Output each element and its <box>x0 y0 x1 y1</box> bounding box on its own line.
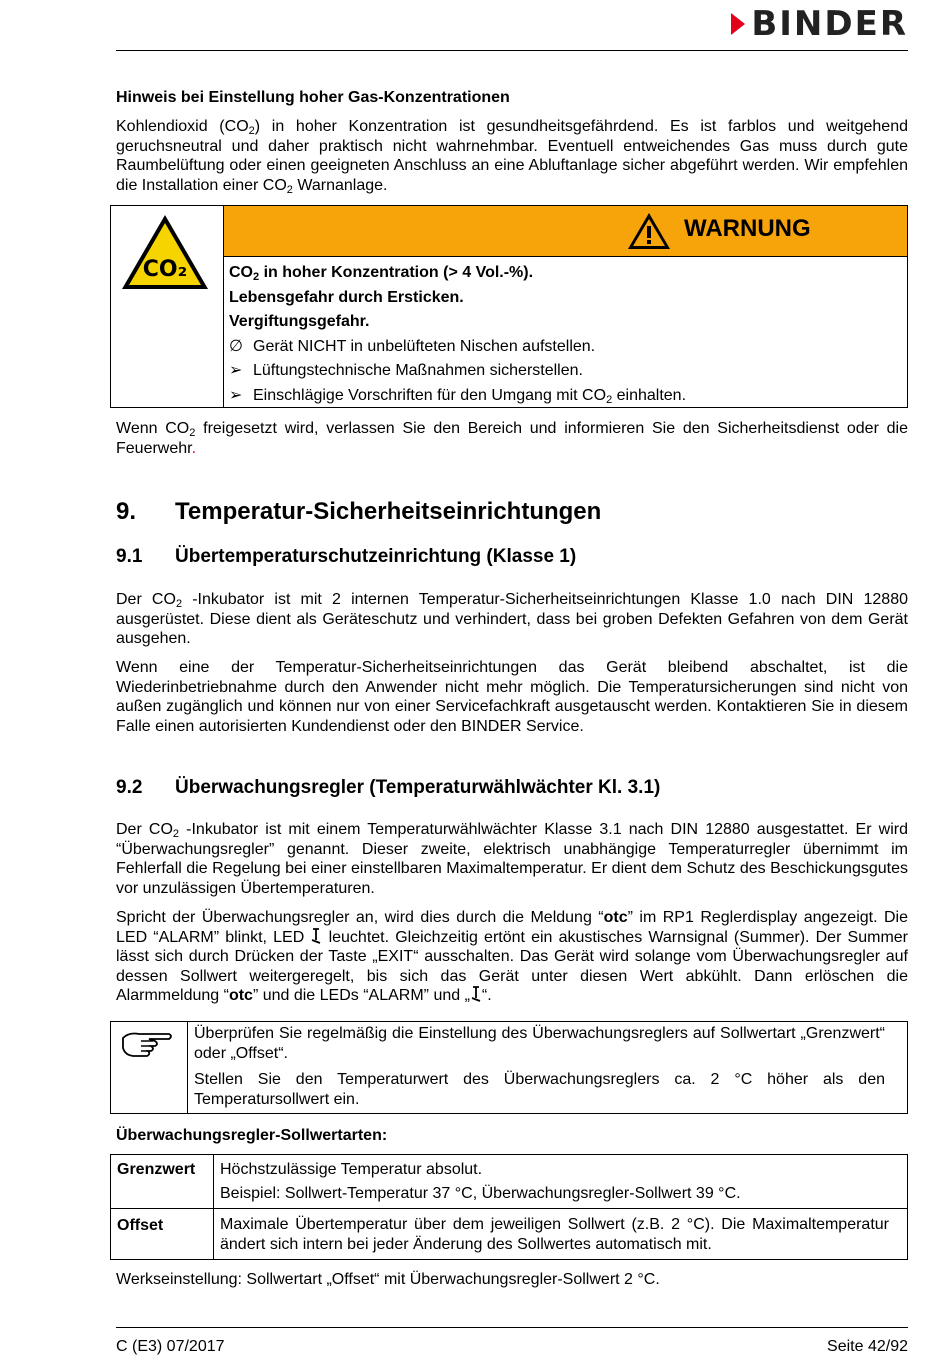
section-9-heading: 9. Temperatur-Sicherheitseinrichtungen <box>116 498 602 525</box>
factory-setting: Werkseinstellung: Sollwertart „Offset“ mit Überwachungsregler-Sollwert 2 °C. <box>116 1271 660 1288</box>
after-warning-paragraph: Wenn $CO_2$ freigesetzt wird, verlassen Sie den Bereich und informieren Sie den Sicherheitsdienst oder die Feuerwehr. <box>116 420 909 457</box>
note-paragraph-1: Überprüfen Sie regelmäßig die Einstellung des Überwachungsreglers auf Sollwertart „Grenzwert“ oder „Offset“. <box>194 1025 885 1062</box>
note-text <box>194 1024 885 1109</box>
co2-hazard-icon <box>119 212 211 292</box>
section-9-1-paragraph-1: Der $CO_2$ -Inkubator ist mit 2 internen Temperatur-Sicherheitseinrichtungen Klasse 1.0 nach DIN 12880 ausgerüstet. Diese dient als Geräteschutz und verhindert, dass bei groben Defekten Gefahren von dem Gerät ausgehen. <box>116 591 908 647</box>
warning-item-3: ➢ Einschlägige Vorschriften für den Umgang mit $CO_2$ einhalten. <box>229 384 686 409</box>
prohibit-symbol: ∅ <box>229 337 243 355</box>
note-box <box>110 1021 908 1114</box>
setpoint-types-table <box>110 1154 908 1260</box>
notice-heading: Hinweis bei Einstellung hoher Gas-Konzentrationen <box>116 89 510 106</box>
table-row <box>111 1209 908 1260</box>
section-9-1-paragraph-2: Wenn eine der Temperatur-Sicherheitseinrichtungen das Gerät bleibend abschaltet, ist die Wiederinbetriebnahme durch den Anwender nicht mehr möglich. Die Temperatursicherungen sind nicht von außen zugänglich und können nur von einer Servicefachkraft ausgetauscht werden. Kontaktieren Sie in diesem Falle einen autorisierten Kundendienst oder den BINDER Service. <box>116 659 908 735</box>
svg-text:CO₂: CO₂ <box>142 257 188 282</box>
table-cell-name: Grenzwert <box>111 1155 214 1209</box>
table-cell-desc: Höchstzulässige Temperatur absolut. Beispiel: Sollwert-Temperatur 37 °C, Überwachungsregler-Sollwert 39 °C. <box>214 1155 908 1209</box>
section-9-2-paragraph-1: Der $CO_2$ -Inkubator ist mit einem Temperaturwählwächter Klasse 3.1 nach DIN 12880 ausgestattet. Er wird “Überwachungsregler” genannt. Dieser zweite, elektrisch unabhängige Temperaturregler übernimmt im Fehlerfall die Regelung bei einer einstellbaren Maximaltemperatur. Er dient dem Schutz des Beschickungsgutes vor unzulässigen Übertemperaturen. <box>116 821 908 897</box>
warning-title: WARNUNG <box>684 215 811 242</box>
warning-item-1: ∅ Gerät NICHT in unbelüfteten Nischen aufstellen. <box>229 335 686 360</box>
note-paragraph-2: Stellen Sie den Temperaturwert des Überwachungsreglers ca. 2 °C höher als den Temperatursollwert ein. <box>194 1071 885 1108</box>
section-9-2-heading: 9.2 Überwachungsregler (Temperaturwählwächter Kl. 3.1) <box>116 777 661 798</box>
table-heading: Überwachungsregler-Sollwertarten: <box>116 1127 388 1144</box>
pointing-hand-icon <box>119 1028 175 1062</box>
table-cell-desc: Maximale Übertemperatur über dem jeweiligen Sollwert (z.B. 2 °C). Die Maximaltemperatur ändert sich intern bei jeder Änderung des Sollwertes automatisch mit. <box>214 1209 908 1260</box>
arrow-bullet-icon: ➢ <box>229 362 243 379</box>
warning-box <box>110 205 908 408</box>
warning-triangle-icon <box>626 211 672 251</box>
footer-page-number: Seite 42/92 <box>827 1338 908 1355</box>
warning-item-2: ➢ Lüftungstechnische Maßnahmen sicherstellen. <box>229 359 686 384</box>
table-row <box>111 1155 908 1209</box>
brand-name: BINDER <box>751 4 908 44</box>
warning-line-3: Vergiftungsgefahr. <box>229 313 370 330</box>
notice-paragraph: Kohlendioxid $(CO_2)$ in hoher Konzentration ist gesundheitsgefährdend. Es ist farblos und weitgehend geruchsneutral und daher praktisch nicht wahrnehmbar. Eventuell entweichendes Gas muss durch gute Raumbelüftung oder einen geeigneten Anschluss an eine Abluftanlage sicher abgeführt werden. Wir empfehlen die Installation einer $CO_2$ Warnanlage. <box>116 118 908 196</box>
warning-line-1: $CO_2$ in hoher Konzentration (> 4 Vol.-%). <box>229 264 534 283</box>
footer-doc-id: C (E3) 07/2017 <box>116 1338 225 1355</box>
arrow-bullet-icon: ➢ <box>229 386 243 404</box>
section-9-1-heading: 9.1 Übertemperaturschutzeinrichtung (Klasse 1) <box>116 546 577 567</box>
footer-rule <box>116 1327 908 1328</box>
table-cell-name: Offset <box>111 1209 214 1260</box>
binder-logo-icon <box>731 13 745 35</box>
thermometer-led-icon <box>310 928 322 944</box>
header-rule <box>116 50 908 51</box>
thermometer-led-icon <box>470 986 482 1002</box>
warning-line-2: Lebensgefahr durch Ersticken. <box>229 288 464 306</box>
co2-hazard-panel <box>111 206 224 407</box>
warning-header <box>224 206 907 257</box>
section-9-2-paragraph-2: Spricht der Überwachungsregler an, wird dies durch die Meldung “otc” im RP1 Reglerdisplay angezeigt. Die LED “ALARM” blinkt, LED leuchtet. Gleichzeitig ertönt ein akustisches Warnsignal (Summer). Der Summer lässt sich durch Drücken der Taste „EXIT“ ausschalten. Das Gerät wird solange vom Überwachungsregler auf dessen Sollwert weitergeregelt, bis sich das Gerät unter diesen Wert abkühlt. Dann erlöschen die Alarmmeldung “otc” und die LEDs “ALARM” und „ “. <box>116 909 909 1004</box>
warning-body <box>229 261 686 408</box>
binder-logo <box>731 4 908 44</box>
note-icon-panel <box>111 1022 188 1113</box>
